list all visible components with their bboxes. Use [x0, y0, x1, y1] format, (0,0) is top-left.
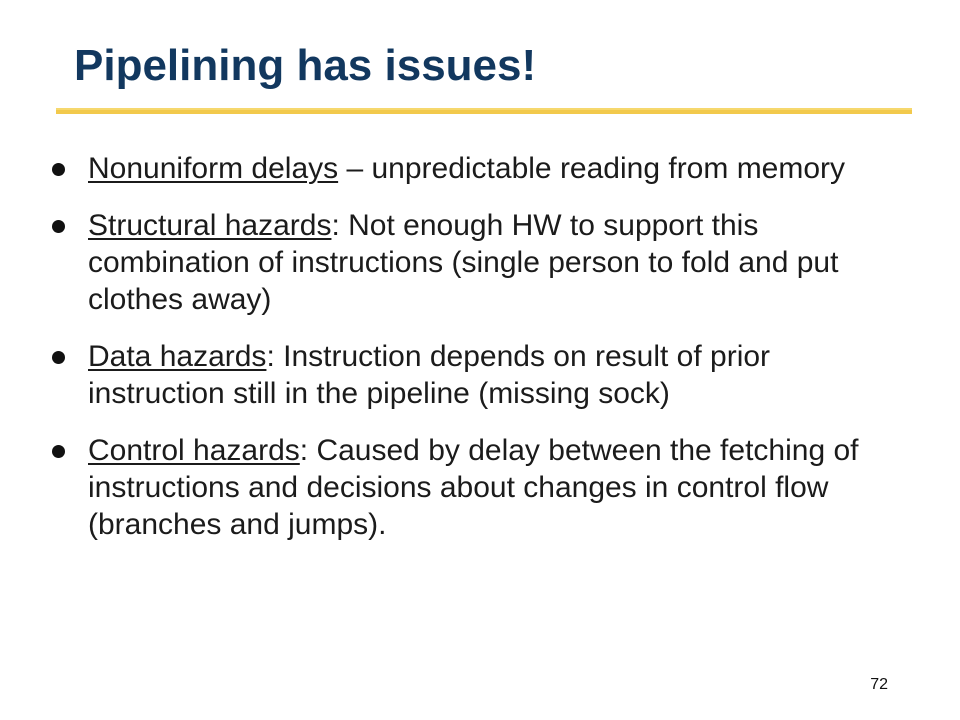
slide-title: Pipelining has issues!: [74, 41, 537, 90]
bullet-item-control-hazards: [52, 432, 902, 543]
bullet-term: Structural hazards: [88, 209, 332, 242]
bullet-icon: [52, 220, 65, 233]
title-underline-rule: [56, 108, 912, 114]
bullet-item-data-hazards: [52, 338, 902, 412]
bullet-icon: [52, 445, 65, 458]
bullet-icon: [52, 163, 65, 176]
bullet-term: Nonuniform delays: [88, 152, 339, 185]
bullet-text: : Caused by delay between the fetching of instructions and decisions about changes in control flow (branches and jumps).: [88, 434, 859, 541]
page-number: 72: [870, 676, 888, 693]
bullet-icon: [52, 351, 65, 364]
bullet-term: Data hazards: [88, 340, 267, 373]
bullet-text: : Instruction depends on result of prior instruction still in the pipeline (missing sock): [88, 340, 771, 410]
bullet-text: : Not enough HW to support this combination of instructions (single person to fold and put clothes away): [88, 209, 839, 316]
bullet-item-nonuniform-delays: [52, 150, 902, 187]
bullet-text: – unpredictable reading from memory: [338, 152, 846, 185]
bullet-item-structural-hazards: [52, 207, 902, 318]
bullet-term: Control hazards: [88, 434, 300, 467]
bullet-list: [52, 150, 902, 563]
